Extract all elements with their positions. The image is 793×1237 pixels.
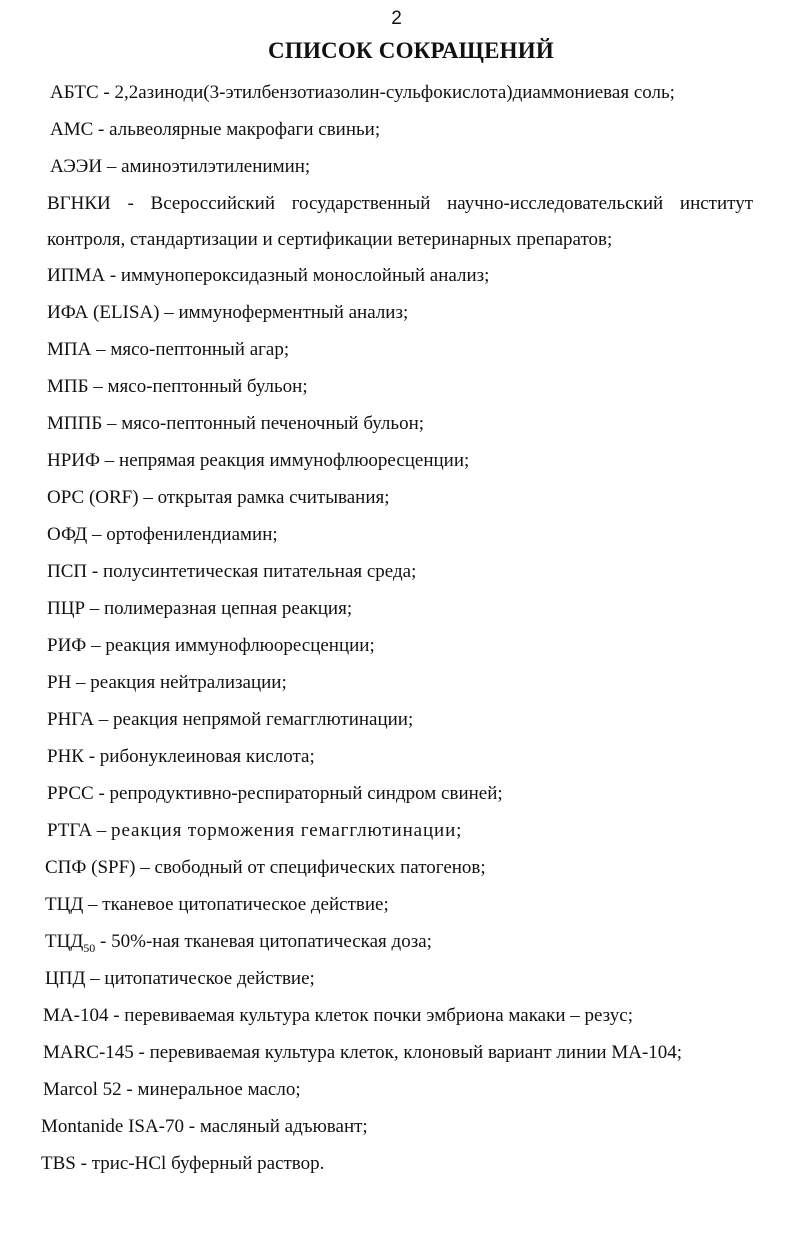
list-item: ПЦР – полимеразная цепная реакция; — [47, 598, 353, 619]
list-item: Marcol 52 - минеральное масло; — [43, 1079, 301, 1100]
definition: репродуктивно-респираторный синдром свиней; — [109, 783, 503, 804]
list-item: МПА – мясо-пептонный агар; — [47, 339, 290, 360]
list-item: НРИФ – непрямая реакция иммунофлюоресценции; — [47, 450, 470, 471]
definition: реакция непрямой гемагглютинации; — [112, 709, 414, 730]
definition: непрямая реакция иммунофлюоресценции; — [119, 450, 470, 471]
definition: перевиваемая культура клеток почки эмбриона макаки – резус; — [124, 1005, 633, 1026]
list-item: MARC-145 - перевиваемая культура клеток, клоновый вариант линии МА-104; — [43, 1042, 683, 1063]
definition: реакция иммунофлюоресценции; — [105, 635, 375, 656]
list-item: АЭЭИ – аминоэтилэтиленимин; — [50, 156, 311, 177]
abbreviation: ВГНКИ — [47, 193, 111, 214]
abbreviation: МПБ — [47, 376, 89, 397]
list-item: $ТЦД_{50} - 50\%-ная$ тканевая цитопатическая доза; — [45, 931, 432, 955]
abbreviation: РТГА — [47, 820, 93, 841]
abbreviation: МА-104 — [43, 1005, 109, 1026]
list-item: Montanide ISA-70 - масляный адъювант; — [41, 1116, 368, 1137]
list-item: МА-104 - перевиваемая культура клеток почки эмбриона макаки – резус; — [43, 1005, 633, 1026]
list-item: МПБ – мясо-пептонный бульон; — [47, 376, 308, 397]
definition: масляный адъювант; — [199, 1116, 368, 1137]
abbreviation: МППБ — [47, 413, 103, 434]
definition: иммуноферментный анализ; — [178, 302, 409, 323]
definition: мясо-пептонный бульон; — [107, 376, 308, 397]
list-item: АМС - альвеолярные макрофаги свиньи; — [50, 119, 381, 140]
definition: открытая рамка считывания; — [157, 487, 390, 508]
list-item: ЦПД – цитопатическое действие; — [45, 968, 315, 989]
definition: перевиваемая культура клеток, клоновый вариант линии МА-104; — [149, 1042, 683, 1063]
abbreviation: АМС — [50, 119, 94, 140]
abbreviation: $ТЦД_{50}$ — [45, 931, 96, 955]
definition: трис-HCl буферный раствор. — [91, 1153, 325, 1174]
definition: 50%-ная тканевая цитопатическая доза; — [111, 931, 432, 952]
definition: альвеолярные макрофаги свиньи; — [109, 119, 381, 140]
definition: цитопатическое действие; — [104, 968, 315, 989]
definition: аминоэтилэтиленимин; — [121, 156, 311, 177]
abbreviation: Montanide ISA-70 — [41, 1116, 185, 1137]
abbreviation: ЦПД — [45, 968, 86, 989]
page-title: СПИСОК СОКРАЩЕНИЙ — [268, 38, 554, 63]
definition: реакция торможения гемагглютинации; — [111, 820, 463, 841]
definition: полимеразная цепная реакция; — [104, 598, 353, 619]
abbreviation: РН — [47, 672, 72, 693]
abbreviation: ИФА (ELISA) — [47, 302, 160, 323]
abbreviation: РРСС — [47, 783, 94, 804]
abbreviation: ОРС (ORF) — [47, 487, 139, 508]
abbreviation: РНГА — [47, 709, 94, 730]
abbreviation: РИФ — [47, 635, 87, 656]
abbreviation: MARC-145 — [43, 1042, 134, 1063]
abbreviation: ПСП — [47, 561, 88, 582]
list-item: РНК - рибонуклеиновая кислота; — [47, 746, 315, 767]
abbreviation: РНК — [47, 746, 84, 767]
abbreviation: TBS — [41, 1153, 76, 1174]
list-item: ПСП - полусинтетическая питательная среда; — [47, 561, 417, 582]
definition: рибонуклеиновая кислота; — [99, 746, 315, 767]
abbreviation: ПЦР — [47, 598, 86, 619]
list-item: МППБ – мясо-пептонный печеночный бульон; — [47, 413, 425, 434]
definition: тканевое цитопатическое действие; — [102, 894, 389, 915]
abbreviation: ИПМА — [47, 265, 106, 286]
definition: свободный от специфических патогенов; — [154, 857, 486, 878]
list-item: АБТС - 2,2азиноди(3-этилбензотиазолин-сульфокислота)диаммониевая соль; — [50, 82, 675, 103]
abbreviation: МПА — [47, 339, 92, 360]
definition: иммунопероксидазный монослойный анализ; — [120, 265, 490, 286]
list-item: TBS - трис-HCl буферный раствор. — [41, 1153, 325, 1174]
abbreviation: АБТС — [50, 82, 99, 103]
list-item: РТГА – реакция торможения гемагглютинации; — [47, 820, 463, 841]
definition: 2,2азиноди(3-этилбензотиазолин-сульфокислота)диаммониевая соль; — [114, 82, 675, 103]
list-item: ОРС (ORF) – открытая рамка считывания; — [47, 487, 390, 508]
abbreviation: АЭЭИ — [50, 156, 103, 177]
definition: ортофенилендиамин; — [106, 524, 278, 545]
list-item: СПФ (SPF) – свободный от специфических патогенов; — [45, 857, 486, 878]
abbreviation: ТЦД — [45, 894, 84, 915]
abbreviation: СПФ (SPF) — [45, 857, 136, 878]
list-item: ТЦД – тканевое цитопатическое действие; — [45, 894, 389, 915]
definition: минеральное масло; — [137, 1079, 301, 1100]
list-item: РИФ – реакция иммунофлюоресценции; — [47, 635, 375, 656]
definition: Всероссийский государственный научно-исследовательский институт контроля, стандартизации и сертификации ветеринарных препаратов; — [47, 193, 754, 250]
subscript: 50 — [83, 940, 96, 955]
list-item: РРСС - репродуктивно-респираторный синдром свиней; — [47, 783, 503, 804]
abbreviation: ОФД — [47, 524, 88, 545]
definition: мясо-пептонный агар; — [110, 339, 290, 360]
abbreviation: НРИФ — [47, 450, 101, 471]
list-item: ИПМА - иммунопероксидазный монослойный анализ; — [47, 265, 490, 286]
list-item: ВГНКИ - Всероссийский государственный научно-исследовательский институт контроля, стандартизации и сертификации ветеринарных препаратов; — [47, 193, 754, 250]
abbreviation: Marcol 52 — [43, 1079, 122, 1100]
list-item: ОФД – ортофенилендиамин; — [47, 524, 278, 545]
list-item: РНГА – реакция непрямой гемагглютинации; — [47, 709, 414, 730]
definition: реакция нейтрализации; — [90, 672, 287, 693]
definition: полусинтетическая питательная среда; — [102, 561, 417, 582]
list-item: РН – реакция нейтрализации; — [47, 672, 287, 693]
page-number: 2 — [391, 8, 402, 29]
definition: мясо-пептонный печеночный бульон; — [121, 413, 425, 434]
list-item: ИФА (ELISA) – иммуноферментный анализ; — [47, 302, 409, 323]
